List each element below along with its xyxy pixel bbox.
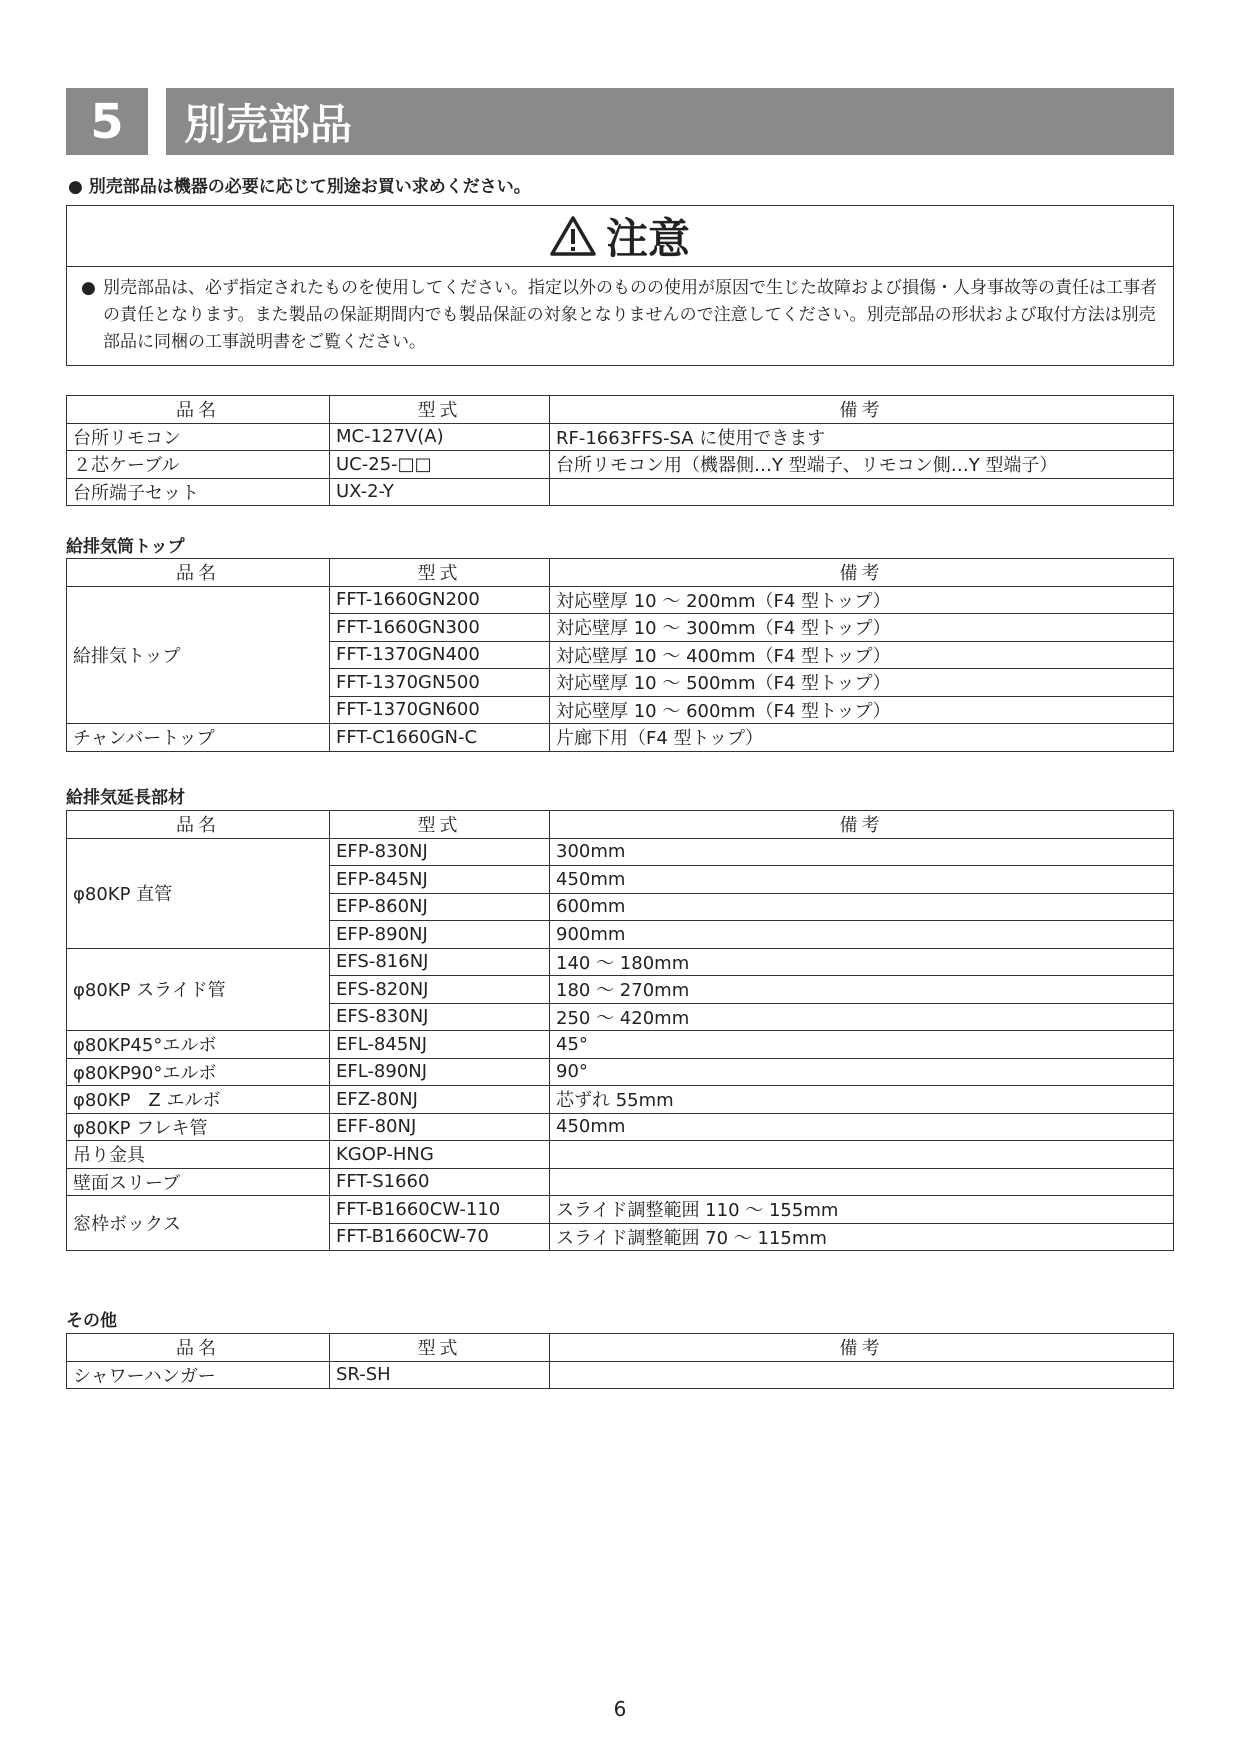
col-model-header: 型式 <box>330 1334 550 1362</box>
part-model: EFZ-80NJ <box>330 1086 550 1114</box>
table-row <box>67 1086 1174 1114</box>
part-note: 140 ～ 180mm <box>550 948 1174 976</box>
part-model: EFS-830NJ <box>330 1003 550 1031</box>
part-model: FFT-1660GN200 <box>330 586 550 614</box>
part-note: スライド調整範囲 70 ～ 115mm <box>550 1223 1174 1251</box>
part-model: UX-2-Y <box>330 478 550 506</box>
caution-header <box>67 206 1173 267</box>
part-model: FFT-C1660GN-C <box>330 724 550 752</box>
caution-box <box>66 205 1174 366</box>
part-model: FFT-1370GN600 <box>330 696 550 724</box>
intro-text: ● 別売部品は機器の必要に応じて別途お買い求めください。 <box>68 177 531 197</box>
ext-section-label: 給排気延長部材 <box>66 788 185 808</box>
table-row <box>67 1141 1174 1169</box>
table-header-row <box>67 396 1174 424</box>
col-model-header: 型式 <box>330 396 550 424</box>
part-note: 対応壁厚 10 ～ 200mm（F4 型トップ） <box>550 586 1174 614</box>
col-name-header: 品名 <box>67 1334 330 1362</box>
table-header-row <box>67 811 1174 839</box>
top-parts-table <box>66 558 1174 752</box>
part-name: φ80KP90°エルボ <box>67 1058 330 1086</box>
table-row <box>67 1168 1174 1196</box>
part-model: MC-127V(A) <box>330 423 550 451</box>
part-note: 300mm <box>550 838 1174 866</box>
table-row <box>67 838 1174 866</box>
part-model: EFP-860NJ <box>330 893 550 921</box>
part-note: 180 ～ 270mm <box>550 976 1174 1004</box>
part-model: FFT-S1660 <box>330 1168 550 1196</box>
col-note-header: 備考 <box>550 559 1174 587</box>
part-name: φ80KP 直管 <box>67 838 330 948</box>
part-note: 対応壁厚 10 ～ 300mm（F4 型トップ） <box>550 614 1174 642</box>
part-model: SR-SH <box>330 1361 550 1389</box>
table-row <box>67 478 1174 506</box>
table-row <box>67 1058 1174 1086</box>
table-row <box>67 423 1174 451</box>
part-note <box>550 1141 1174 1169</box>
part-name: φ80KP Z エルボ <box>67 1086 330 1114</box>
table-row <box>67 1113 1174 1141</box>
col-note-header: 備考 <box>550 1334 1174 1362</box>
part-name: ２芯ケーブル <box>67 451 330 479</box>
table-header-row <box>67 559 1174 587</box>
part-note <box>550 478 1174 506</box>
part-model: FFT-1660GN300 <box>330 614 550 642</box>
warning-triangle-icon <box>550 215 596 257</box>
part-note: 450mm <box>550 866 1174 894</box>
table-row <box>67 948 1174 976</box>
part-note: 対応壁厚 10 ～ 500mm（F4 型トップ） <box>550 669 1174 697</box>
part-model: EFL-890NJ <box>330 1058 550 1086</box>
table-row <box>67 586 1174 614</box>
part-note: 片廊下用（F4 型トップ） <box>550 724 1174 752</box>
section-number: 5 <box>66 88 148 155</box>
part-note: 90° <box>550 1058 1174 1086</box>
part-name: シャワーハンガー <box>67 1361 330 1389</box>
bullet: ● <box>81 278 96 298</box>
part-note: スライド調整範囲 110 ～ 155mm <box>550 1196 1174 1224</box>
part-name: φ80KP スライド管 <box>67 948 330 1031</box>
caution-title: 注意 <box>605 214 690 263</box>
ext-parts-table <box>66 810 1174 1251</box>
part-model: FFT-1370GN400 <box>330 641 550 669</box>
part-note <box>550 1168 1174 1196</box>
part-model: FFT-B1660CW-70 <box>330 1223 550 1251</box>
page-number: 6 <box>613 1697 627 1721</box>
part-note: 250 ～ 420mm <box>550 1003 1174 1031</box>
part-model: EFL-845NJ <box>330 1031 550 1059</box>
table-row <box>67 1361 1174 1389</box>
part-model: FFT-B1660CW-110 <box>330 1196 550 1224</box>
top-section-label: 給排気筒トップ <box>66 537 185 557</box>
col-model-header: 型式 <box>330 559 550 587</box>
part-note: 対応壁厚 10 ～ 400mm（F4 型トップ） <box>550 641 1174 669</box>
part-model: EFS-820NJ <box>330 976 550 1004</box>
remote-parts-table <box>66 395 1174 506</box>
part-name: 吊り金具 <box>67 1141 330 1169</box>
other-section-label: その他 <box>66 1311 117 1331</box>
part-model: EFP-845NJ <box>330 866 550 894</box>
part-note: 450mm <box>550 1113 1174 1141</box>
caution-body <box>67 267 1173 356</box>
caution-text: 別売部品は、必ず指定されたものを使用してください。指定以外のものの使用が原因で生じた故障および損傷・人身事故等の責任は工事者の責任となります。また製品の保証期間内でも製品保証の対象となりませんので注意してください。別売部品の形状および取付方法は別売部品に同梱の工事説明書をご覧ください。 <box>103 278 1157 352</box>
part-note: 芯ずれ 55mm <box>550 1086 1174 1114</box>
part-note <box>550 1361 1174 1389</box>
section-title: 別売部品 <box>166 88 1174 155</box>
part-note: 45° <box>550 1031 1174 1059</box>
part-name: 窓枠ボックス <box>67 1196 330 1251</box>
col-name-header: 品名 <box>67 559 330 587</box>
part-name: 壁面スリーブ <box>67 1168 330 1196</box>
part-name: チャンバートップ <box>67 724 330 752</box>
part-model: EFP-830NJ <box>330 838 550 866</box>
col-note-header: 備考 <box>550 811 1174 839</box>
part-model: KGOP-HNG <box>330 1141 550 1169</box>
part-name: φ80KP フレキ管 <box>67 1113 330 1141</box>
part-model: EFF-80NJ <box>330 1113 550 1141</box>
part-name: 台所端子セット <box>67 478 330 506</box>
part-name: 給排気トップ <box>67 586 330 724</box>
part-name: 台所リモコン <box>67 423 330 451</box>
table-row <box>67 1196 1174 1224</box>
table-row <box>67 724 1174 752</box>
part-note: 900mm <box>550 921 1174 949</box>
col-model-header: 型式 <box>330 811 550 839</box>
part-note: 台所リモコン用（機器側…Y 型端子、リモコン側…Y 型端子） <box>550 451 1174 479</box>
col-name-header: 品名 <box>67 811 330 839</box>
col-note-header: 備考 <box>550 396 1174 424</box>
part-model: UC-25-□□ <box>330 451 550 479</box>
part-note: RF-1663FFS-SA に使用できます <box>550 423 1174 451</box>
part-model: EFP-890NJ <box>330 921 550 949</box>
part-note: 600mm <box>550 893 1174 921</box>
part-model: EFS-816NJ <box>330 948 550 976</box>
other-parts-table <box>66 1333 1174 1389</box>
table-row <box>67 451 1174 479</box>
table-row <box>67 1031 1174 1059</box>
section-header <box>66 88 1174 155</box>
part-model: FFT-1370GN500 <box>330 669 550 697</box>
col-name-header: 品名 <box>67 396 330 424</box>
table-header-row <box>67 1334 1174 1362</box>
part-note: 対応壁厚 10 ～ 600mm（F4 型トップ） <box>550 696 1174 724</box>
part-name: φ80KP45°エルボ <box>67 1031 330 1059</box>
